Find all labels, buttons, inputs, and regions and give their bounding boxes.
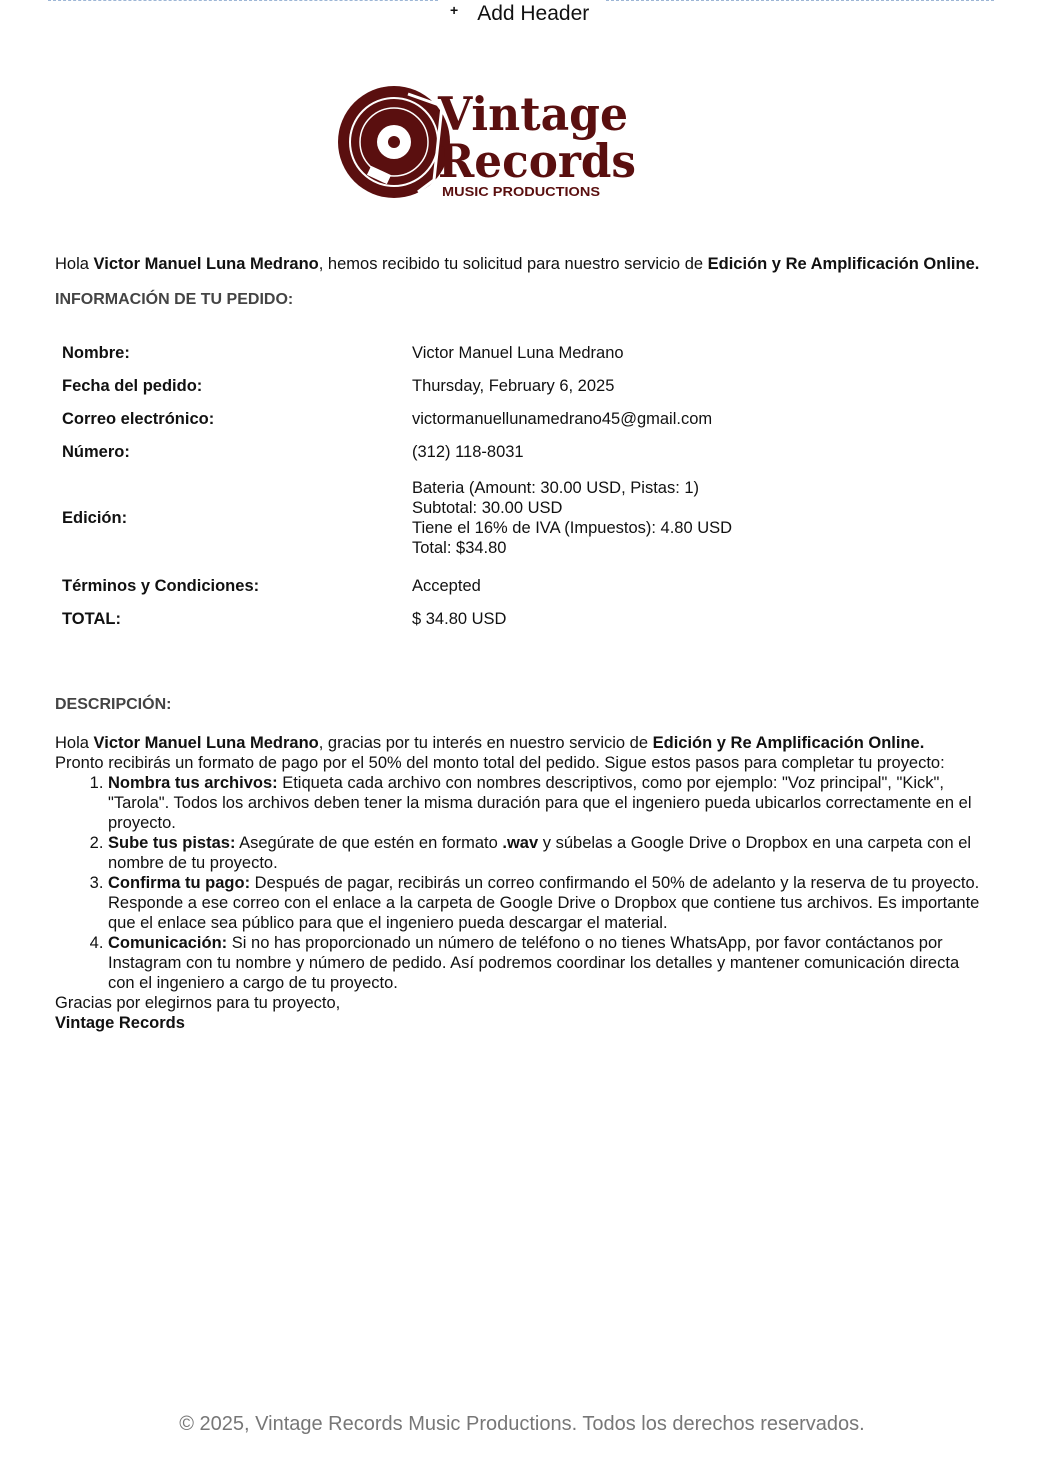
edicion-label: Edición: <box>62 509 128 527</box>
total-label: TOTAL: <box>62 609 121 628</box>
intro-middle: , hemos recibido tu solicitud para nuestro servicio de <box>318 255 708 273</box>
logo-line1: Vintage <box>437 87 628 141</box>
numero-label: Número: <box>62 442 130 461</box>
description-next: Pronto recibirás un formato de pago por el 50% del monto total del pedido. Sigue estos pasos para completar tu proyecto: <box>55 754 945 772</box>
intro-greeting: Hola <box>55 255 94 273</box>
list-item <box>108 933 990 993</box>
intro-customer-name: Victor Manuel Luna Medrano <box>93 255 319 273</box>
email-content <box>55 254 990 1033</box>
vinyl-record-icon <box>338 86 450 198</box>
signature <box>55 1013 990 1033</box>
description-body <box>55 733 990 1033</box>
logo-tagline: MUSIC PRODUCTIONS <box>442 184 601 199</box>
step-text: Si no has proporcionado un número de teléfono o no tienes WhatsApp, por favor contáctanos por Instagram con tu nombre y número de pedido. Así podremos coordinar los detalles y mantener comunicación directa con el ingeniero a cargo de tu proyecto. <box>108 934 960 992</box>
correo-value: victormanuellunamedrano45@gmail.com <box>412 409 713 428</box>
table-row <box>55 336 990 369</box>
step-title: Comunicación: <box>108 934 228 952</box>
fecha-label: Fecha del pedido: <box>62 376 203 395</box>
step-text: Asegúrate de que estén en formato <box>235 834 503 852</box>
header-divider-left <box>48 0 438 1</box>
desc-greeting: Hola <box>55 734 94 752</box>
add-header-button[interactable] <box>450 2 589 26</box>
edicion-line: Subtotal: 30.00 USD <box>412 499 563 517</box>
desc-middle: , gracias por tu interés en nuestro servicio de <box>318 734 653 752</box>
list-item <box>108 873 990 933</box>
desc-customer-name: Victor Manuel Luna Medrano <box>93 734 319 752</box>
signature-name: Vintage Records <box>55 1014 185 1032</box>
total-value: $ 34.80 USD <box>412 609 507 628</box>
table-row <box>55 369 990 402</box>
correo-label: Correo electrónico: <box>62 409 215 428</box>
step-format: .wav <box>502 834 539 852</box>
nombre-label: Nombre: <box>62 343 130 362</box>
desc-service: Edición y Re Amplificación Online. <box>652 734 925 752</box>
order-section-title: INFORMACIÓN DE TU PEDIDO: <box>55 291 294 308</box>
closing-line: Gracias por elegirnos para tu proyecto, <box>55 994 341 1012</box>
intro-service: Edición y Re Amplificación Online. <box>707 255 980 273</box>
vintage-records-logo <box>338 84 638 202</box>
step-title: Confirma tu pago: <box>108 874 251 892</box>
step-text: Etiqueta cada archivo con nombres descriptivos, como por ejemplo: "Voz principal", "Kick", "Tarola". Todos los archivos deben tener la misma duración para que el ingeniero pueda ubicarlos correctamente en el proyecto. <box>108 774 972 832</box>
terminos-label: Términos y Condiciones: <box>62 576 260 595</box>
description-intro <box>55 733 990 753</box>
step-text: Después de pagar, recibirás un correo confirmando el 50% de adelanto y la reserva de tu proyecto. Responde a ese correo con el enlace a la carpeta de Google Drive o Dropbox que contiene tus archivos. Es importante que el enlace sea público para que el ingeniero pueda descargar el material. <box>108 874 980 932</box>
step-text: y súbelas a Google Drive o Dropbox en una carpeta con el nombre de tu proyecto. <box>108 834 972 872</box>
numero-value: (312) 118-8031 <box>412 442 524 461</box>
edicion-line: Bateria (Amount: 30.00 USD, Pistas: 1) <box>412 479 700 497</box>
description-section-title: DESCRIPCIÓN: <box>55 696 172 713</box>
terminos-value: Accepted <box>412 576 481 595</box>
steps-list <box>55 773 990 993</box>
nombre-value: Victor Manuel Luna Medrano <box>412 343 624 362</box>
step-title: Sube tus pistas: <box>108 834 236 852</box>
fecha-value: Thursday, February 6, 2025 <box>412 376 615 395</box>
table-row <box>55 435 990 468</box>
edicion-line: Total: $34.80 <box>412 539 507 557</box>
add-header-label: Add Header <box>477 2 590 25</box>
intro-paragraph <box>55 254 990 274</box>
plus-icon: + <box>450 2 459 18</box>
list-item <box>108 833 990 873</box>
edicion-line: Tiene el 16% de IVA (Impuestos): 4.80 USD <box>412 519 733 537</box>
edicion-value <box>405 468 990 569</box>
table-row <box>55 468 990 569</box>
list-item <box>108 773 990 833</box>
table-row <box>55 569 990 602</box>
header-divider-right <box>606 0 994 1</box>
step-title: Nombra tus archivos: <box>108 774 278 792</box>
logo-line2: Records <box>438 134 636 188</box>
order-table <box>55 336 990 635</box>
add-header-bar <box>0 0 1044 34</box>
table-row <box>55 402 990 435</box>
table-row <box>55 602 990 635</box>
footer-copyright: © 2025, Vintage Records Music Productions. Todos los derechos reservados. <box>179 1413 865 1435</box>
